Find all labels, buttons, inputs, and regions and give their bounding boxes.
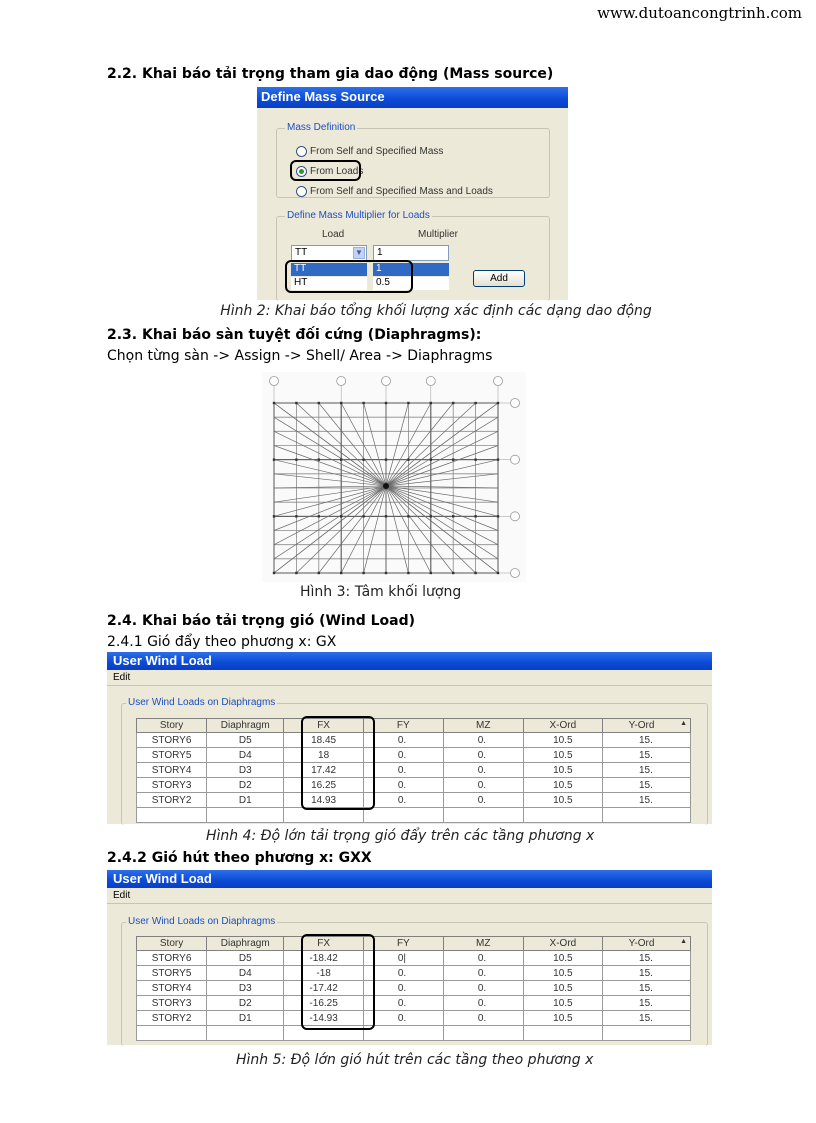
table-cell[interactable] <box>207 1026 284 1041</box>
table-cell[interactable]: STORY3 <box>137 778 207 793</box>
dialog-title: Define Mass Source <box>261 89 385 104</box>
table-cell[interactable]: 15. <box>603 778 691 793</box>
grid-bubble <box>494 377 503 386</box>
joint-marker <box>295 402 297 404</box>
wind-load-window-gxx <box>107 870 712 1045</box>
joint-marker <box>497 402 499 404</box>
table-cell[interactable]: 10.5 <box>523 981 602 996</box>
table-cell[interactable]: 10.5 <box>523 966 602 981</box>
column-header: Y-Ord ▲ <box>603 937 691 951</box>
add-button[interactable]: Add <box>473 270 525 287</box>
wind-table-gx <box>136 718 691 823</box>
table-cell[interactable]: 15. <box>603 763 691 778</box>
dialog-titlebar <box>257 87 568 108</box>
joint-marker <box>273 458 275 460</box>
radio-icon[interactable] <box>296 186 307 197</box>
figure-caption-2: Hình 2: Khai báo tổng khối lượng xác định các dạng dao động <box>220 303 652 319</box>
grid-bubble <box>511 569 520 578</box>
table-cell[interactable]: 18 <box>284 748 363 763</box>
table-row[interactable] <box>137 1011 691 1026</box>
column-header: FY <box>363 937 443 951</box>
table-cell[interactable]: 15. <box>603 951 691 966</box>
subheading-gx: 2.4.1 Gió đẩy theo phương x: GX <box>107 634 337 650</box>
multiplier-group <box>276 210 550 301</box>
table-cell[interactable] <box>363 808 443 823</box>
menu-edit[interactable]: Edit <box>113 672 131 683</box>
figure-caption-5: Hình 5: Độ lớn gió hút trên các tầng theo phương x <box>236 1052 594 1068</box>
column-header: FY <box>363 719 443 733</box>
highlight-rows <box>285 260 413 293</box>
joint-marker <box>318 515 320 517</box>
joint-marker <box>318 572 320 574</box>
table-cell[interactable]: 0. <box>443 981 523 996</box>
multiplier-row[interactable]: 0.5 <box>373 277 449 290</box>
table-cell[interactable]: D3 <box>207 763 284 778</box>
table-cell[interactable]: 0. <box>443 951 523 966</box>
joint-marker <box>295 515 297 517</box>
table-cell[interactable]: 0. <box>363 1011 443 1026</box>
table-cell[interactable]: STORY5 <box>137 966 207 981</box>
joint-marker <box>362 572 364 574</box>
joint-marker <box>340 515 342 517</box>
table-cell[interactable]: D5 <box>207 951 284 966</box>
joint-marker <box>318 458 320 460</box>
table-cell[interactable]: D4 <box>207 966 284 981</box>
table-row[interactable] <box>137 763 691 778</box>
wind-group-label: User Wind Loads on Diaphragms <box>128 916 276 927</box>
joint-marker <box>340 458 342 460</box>
empty-row <box>137 1026 691 1041</box>
joint-marker <box>340 402 342 404</box>
table-cell[interactable]: 15. <box>603 1011 691 1026</box>
joint-marker <box>385 458 387 460</box>
joint-marker <box>407 572 409 574</box>
multiplier-column-header: Multiplier <box>418 229 459 240</box>
column-header: X-Ord <box>523 719 602 733</box>
joint-marker <box>474 458 476 460</box>
joint-marker <box>430 572 432 574</box>
table-cell[interactable] <box>137 1026 207 1041</box>
table-row[interactable] <box>137 996 691 1011</box>
table-cell[interactable]: 10.5 <box>523 996 602 1011</box>
table-cell[interactable]: 10.5 <box>523 748 602 763</box>
column-header: Story <box>137 937 207 951</box>
joint-marker <box>385 572 387 574</box>
wind-load-window-gx <box>107 652 712 824</box>
table-cell[interactable]: STORY2 <box>137 793 207 808</box>
table-cell[interactable]: STORY2 <box>137 1011 207 1026</box>
grid-bubble <box>511 512 520 521</box>
joint-marker <box>497 458 499 460</box>
header-url[interactable]: www.dutoancongtrinh.com <box>597 4 802 22</box>
section-heading-2-3: 2.3. Khai báo sàn tuyệt đối cứng (Diaphragms): <box>107 327 482 343</box>
table-cell[interactable]: -16.25 <box>284 996 364 1011</box>
column-header: MZ <box>443 719 523 733</box>
table-row[interactable] <box>137 733 691 748</box>
table-cell[interactable] <box>443 1026 523 1041</box>
table-cell[interactable]: STORY4 <box>137 981 207 996</box>
table-cell[interactable] <box>603 808 691 823</box>
menu-edit[interactable]: Edit <box>113 890 131 901</box>
window-titlebar <box>107 652 712 670</box>
chevron-down-icon[interactable]: ▼ <box>353 247 365 259</box>
table-cell[interactable]: 0. <box>443 748 523 763</box>
joint-marker <box>362 515 364 517</box>
section-heading-2-4: 2.4. Khai báo tải trọng gió (Wind Load) <box>107 613 415 629</box>
section-heading-2-2: 2.2. Khai báo tải trọng tham gia dao động (Mass source) <box>107 66 554 82</box>
table-cell[interactable]: D1 <box>207 1011 284 1026</box>
mass-center-point <box>383 483 389 489</box>
joint-marker <box>295 572 297 574</box>
menu-bar <box>107 888 712 904</box>
scroll-up-icon[interactable]: ▲ <box>680 720 687 727</box>
menu-bar <box>107 670 712 686</box>
table-cell[interactable]: 10.5 <box>523 778 602 793</box>
table-cell[interactable]: 17.42 <box>284 763 363 778</box>
table-cell[interactable]: 18.45 <box>284 733 363 748</box>
table-cell[interactable]: 15. <box>603 748 691 763</box>
table-cell[interactable]: STORY6 <box>137 733 207 748</box>
table-cell[interactable]: 0. <box>363 981 443 996</box>
mass-source-dialog <box>257 87 568 300</box>
table-cell[interactable]: 14.93 <box>284 793 363 808</box>
joint-marker <box>497 515 499 517</box>
table-cell[interactable]: 15. <box>603 966 691 981</box>
joint-marker <box>273 515 275 517</box>
figure-caption-3: Hình 3: Tâm khối lượng <box>300 584 462 600</box>
window-titlebar <box>107 870 712 888</box>
table-cell[interactable]: 0. <box>363 966 443 981</box>
column-header: Diaphragm <box>207 719 284 733</box>
table-cell[interactable]: 10.5 <box>523 733 602 748</box>
table-cell[interactable]: 0. <box>363 733 443 748</box>
table-cell[interactable]: 10.5 <box>523 793 602 808</box>
table-cell[interactable] <box>523 1026 602 1041</box>
window-title: User Wind Load <box>113 653 212 668</box>
load-row-selected[interactable]: TT <box>291 263 367 276</box>
joint-marker <box>407 402 409 404</box>
table-cell[interactable] <box>363 1026 443 1041</box>
table-cell[interactable]: D5 <box>207 733 284 748</box>
joint-marker <box>430 515 432 517</box>
option-self-specified[interactable]: From Self and Specified Mass <box>296 146 443 157</box>
joint-marker <box>452 402 454 404</box>
table-cell[interactable]: STORY5 <box>137 748 207 763</box>
table-cell[interactable]: D4 <box>207 748 284 763</box>
option-self-specified-loads[interactable]: From Self and Specified Mass and Loads <box>296 186 493 197</box>
diaphragm-plan-figure <box>262 372 526 582</box>
joint-marker <box>295 458 297 460</box>
grid-bubble <box>511 399 520 408</box>
instruction-text: Chọn từng sàn -> Assign -> Shell/ Area -> Diaphragms <box>107 348 493 364</box>
table-cell[interactable]: 0. <box>363 763 443 778</box>
table-cell[interactable]: 0. <box>443 778 523 793</box>
table-cell[interactable] <box>603 1026 691 1041</box>
table-cell[interactable]: -18.42 <box>284 951 364 966</box>
table-cell[interactable] <box>443 808 523 823</box>
joint-marker <box>474 402 476 404</box>
multiplier-input[interactable]: 1 <box>373 245 449 261</box>
grid-bubble <box>382 377 391 386</box>
table-row[interactable] <box>137 966 691 981</box>
joint-marker <box>273 402 275 404</box>
table-cell[interactable] <box>137 808 207 823</box>
column-header: Y-Ord ▲ <box>603 719 691 733</box>
column-header: FX <box>284 719 363 733</box>
joint-marker <box>452 515 454 517</box>
highlight-from-loads <box>290 160 361 181</box>
table-cell[interactable] <box>523 808 602 823</box>
highlight-fx-column <box>301 934 375 1030</box>
joint-marker <box>340 572 342 574</box>
load-select[interactable]: TT ▼ <box>291 245 367 261</box>
joint-marker <box>430 402 432 404</box>
empty-row <box>137 808 691 823</box>
table-cell[interactable]: 15. <box>603 981 691 996</box>
table-cell[interactable] <box>207 808 284 823</box>
table-cell[interactable]: 0. <box>363 778 443 793</box>
column-header: MZ <box>443 937 523 951</box>
joint-marker <box>318 402 320 404</box>
joint-marker <box>430 458 432 460</box>
table-cell[interactable]: 15. <box>603 733 691 748</box>
table-row[interactable] <box>137 778 691 793</box>
table-cell[interactable]: 0. <box>443 966 523 981</box>
joint-marker <box>497 572 499 574</box>
load-row[interactable]: HT <box>291 277 367 290</box>
joint-marker <box>452 572 454 574</box>
joint-marker <box>362 458 364 460</box>
table-cell[interactable]: 0. <box>443 1011 523 1026</box>
joint-marker <box>273 572 275 574</box>
diaphragm-plan-svg <box>262 372 526 582</box>
table-row[interactable] <box>137 981 691 996</box>
joint-marker <box>452 458 454 460</box>
table-cell[interactable]: 15. <box>603 996 691 1011</box>
table-cell[interactable]: 0. <box>363 748 443 763</box>
table-cell[interactable]: 10.5 <box>523 1011 602 1026</box>
table-cell[interactable]: 0. <box>443 793 523 808</box>
load-column-header: Load <box>322 229 345 240</box>
table-row[interactable] <box>137 748 691 763</box>
joint-marker <box>407 458 409 460</box>
joint-marker <box>407 515 409 517</box>
table-cell[interactable]: D2 <box>207 778 284 793</box>
multiplier-group-label: Define Mass Multiplier for Loads <box>287 210 430 221</box>
grid-bubble <box>337 377 346 386</box>
table-row[interactable] <box>137 951 691 966</box>
joint-marker <box>474 572 476 574</box>
table-cell[interactable]: STORY4 <box>137 763 207 778</box>
table-cell[interactable]: 0. <box>443 733 523 748</box>
table-cell[interactable]: STORY3 <box>137 996 207 1011</box>
table-cell[interactable]: 15. <box>603 793 691 808</box>
table-cell[interactable]: -14.93 <box>284 1011 364 1026</box>
scroll-up-icon[interactable]: ▲ <box>680 938 687 945</box>
table-cell[interactable]: 0. <box>363 793 443 808</box>
table-cell[interactable]: 0| <box>363 951 443 966</box>
column-header: FX <box>284 937 364 951</box>
window-title: User Wind Load <box>113 871 212 886</box>
grid-bubble <box>270 377 279 386</box>
highlight-fx-column <box>301 716 375 810</box>
table-cell[interactable]: 0. <box>363 996 443 1011</box>
radio-icon[interactable] <box>296 146 307 157</box>
joint-marker <box>385 402 387 404</box>
subheading-gxx: 2.4.2 Gió hút theo phương x: GXX <box>107 850 372 866</box>
column-header: X-Ord <box>523 937 602 951</box>
table-cell[interactable]: 16.25 <box>284 778 363 793</box>
joint-marker <box>474 515 476 517</box>
option-from-loads[interactable]: From Loads <box>296 166 363 177</box>
table-cell[interactable]: 0. <box>443 996 523 1011</box>
table-row[interactable] <box>137 793 691 808</box>
table-cell[interactable]: D2 <box>207 996 284 1011</box>
table-cell[interactable]: 10.5 <box>523 763 602 778</box>
multiplier-row-selected[interactable]: 1 <box>373 263 449 276</box>
table-cell[interactable]: -18 <box>284 966 364 981</box>
grid-bubble <box>426 377 435 386</box>
table-cell[interactable]: 10.5 <box>523 951 602 966</box>
mass-definition-label: Mass Definition <box>287 122 356 133</box>
figure-caption-4: Hình 4: Độ lớn tải trọng gió đẩy trên các tầng phương x <box>206 828 595 844</box>
table-cell[interactable]: -17.42 <box>284 981 364 996</box>
table-cell[interactable]: D3 <box>207 981 284 996</box>
joint-marker <box>362 402 364 404</box>
column-header: Diaphragm <box>207 937 284 951</box>
grid-bubble <box>511 455 520 464</box>
mass-definition-group <box>276 122 550 198</box>
joint-marker <box>385 515 387 517</box>
table-cell[interactable]: D1 <box>207 793 284 808</box>
column-header: Story <box>137 719 207 733</box>
table-cell[interactable]: 0. <box>443 763 523 778</box>
table-cell[interactable]: STORY6 <box>137 951 207 966</box>
wind-group-label: User Wind Loads on Diaphragms <box>128 697 276 708</box>
wind-table-gxx <box>136 936 691 1041</box>
